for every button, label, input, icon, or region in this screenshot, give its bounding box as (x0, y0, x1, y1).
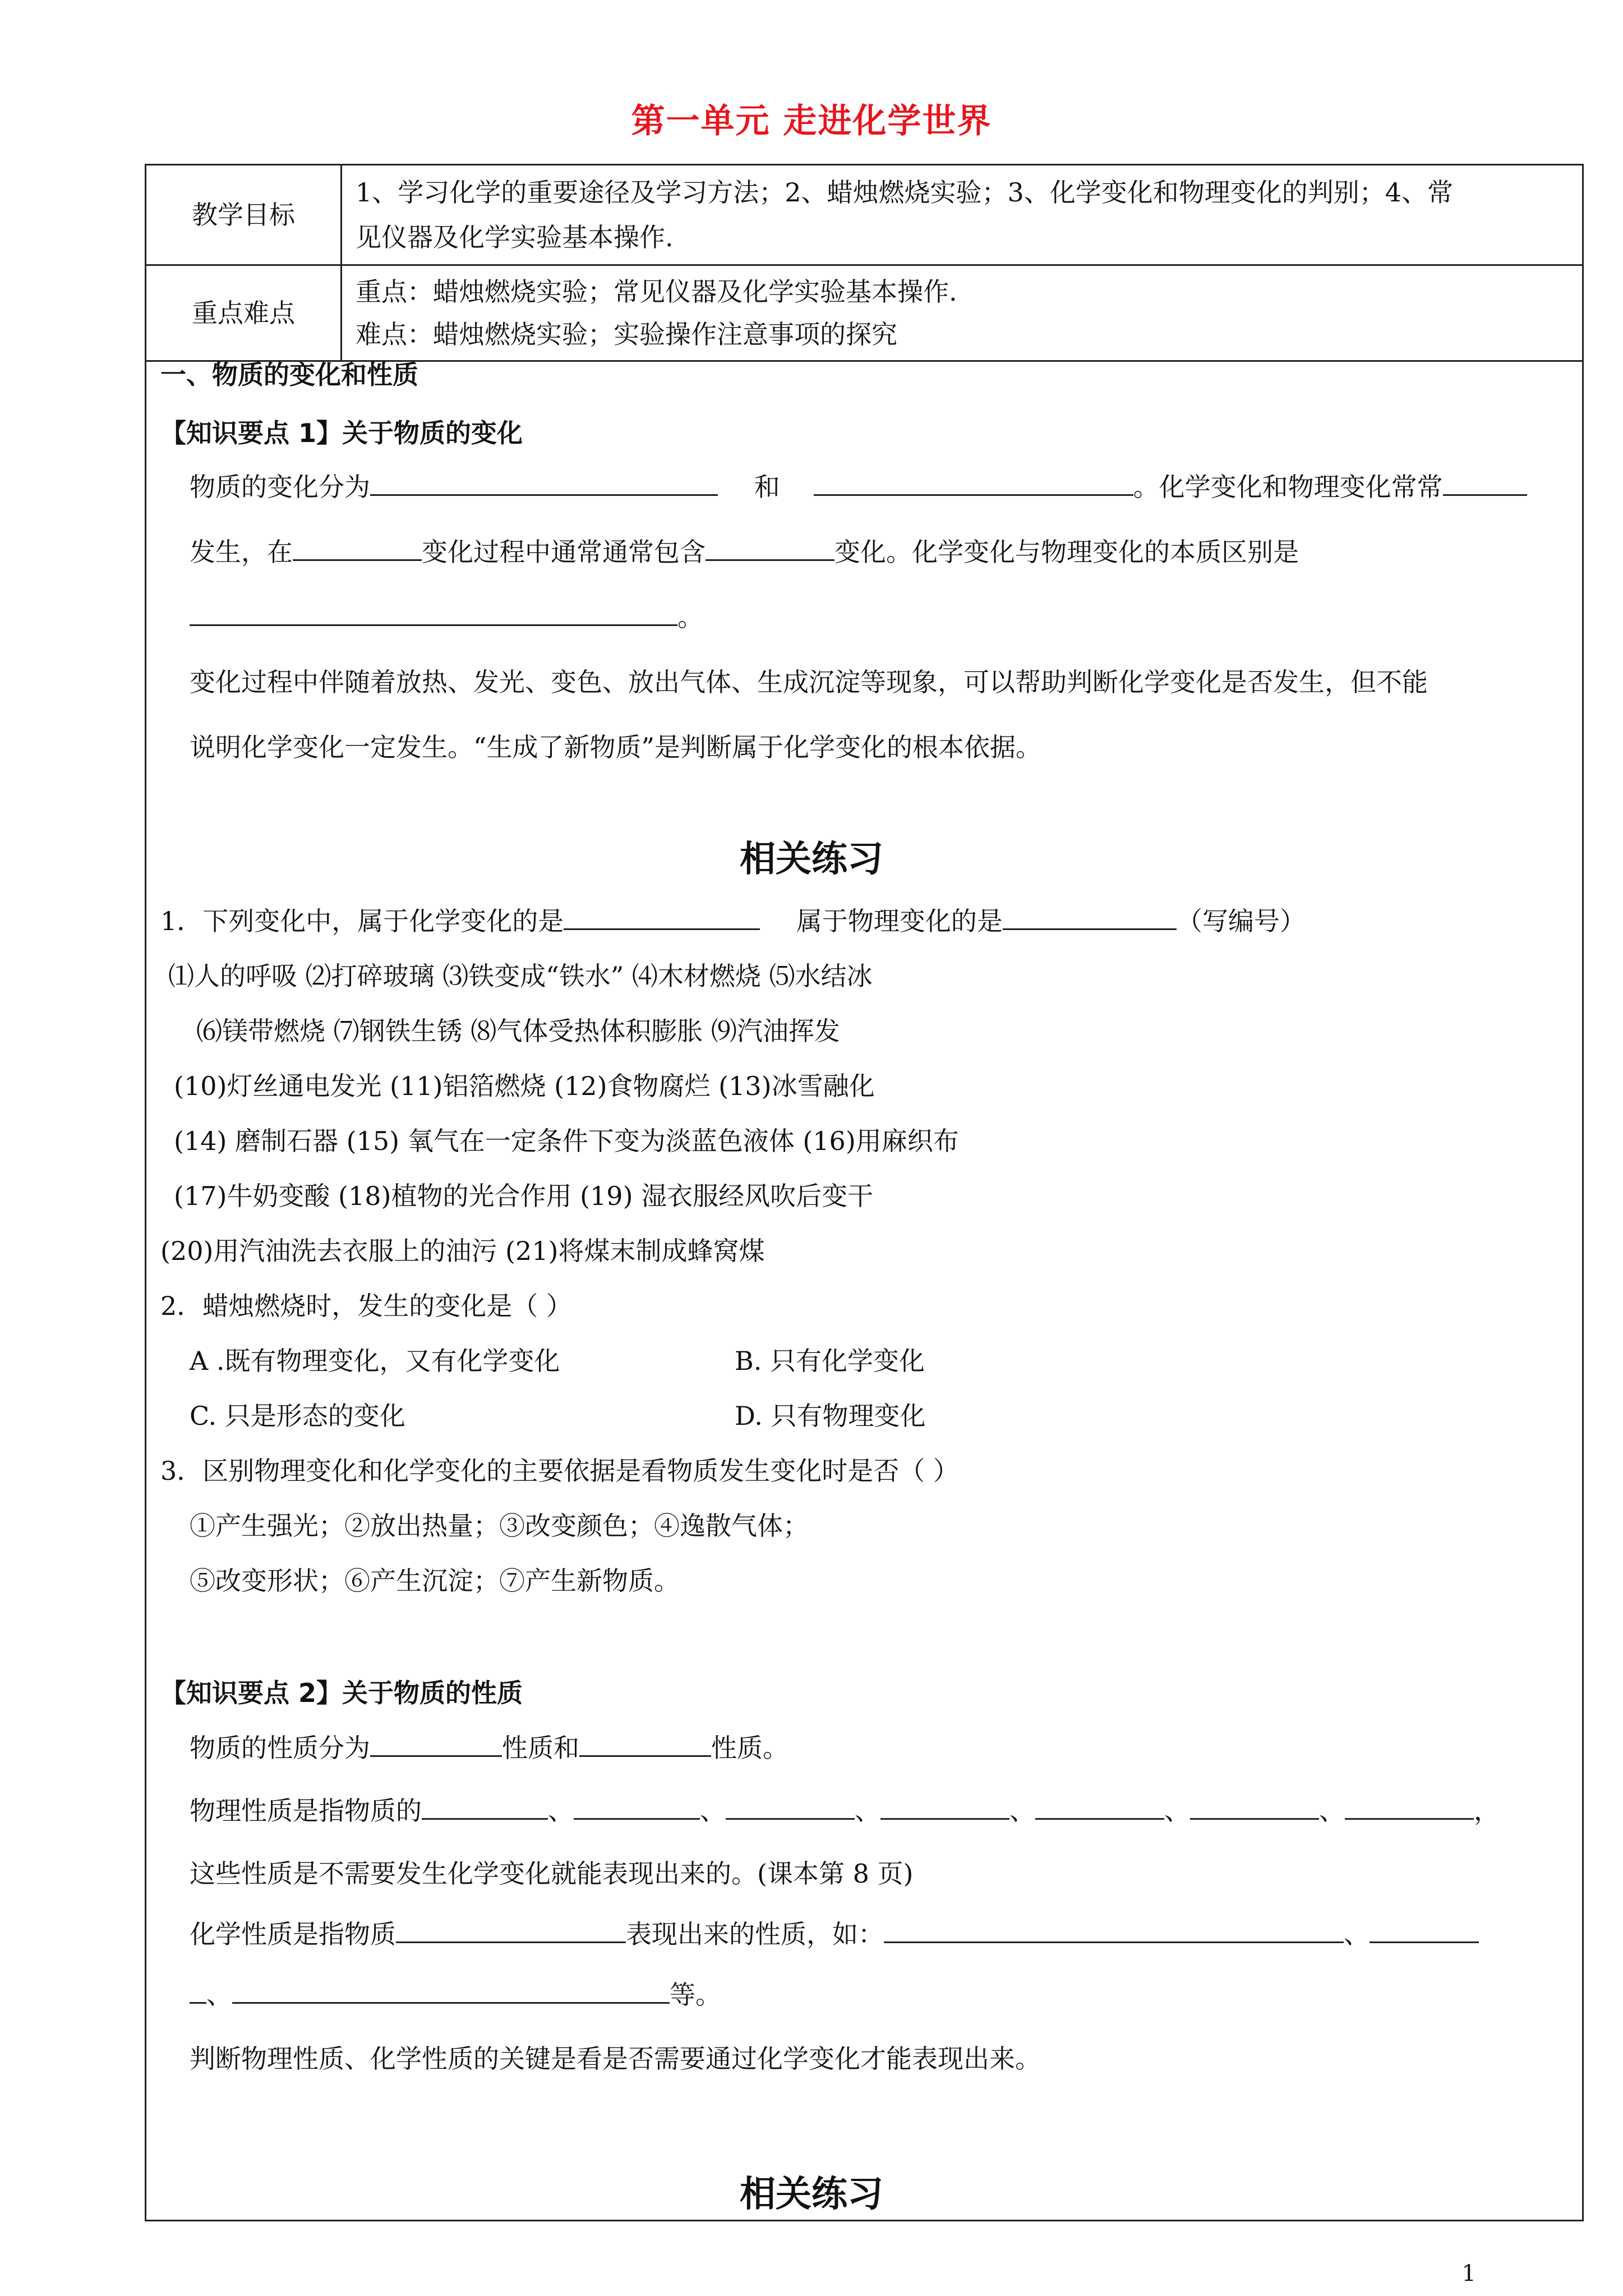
q3-stem: 3．区别物理变化和化学变化的主要依据是看物质发生变化时是否（ ） (160, 1456, 959, 1486)
blank-q1-chemical[interactable] (564, 906, 760, 930)
point1-line4: 变化过程中伴随着放热、发光、变色、放出气体、生成沉淀等现象，可以帮助判断化学变化是否发生，但不能 (190, 667, 1428, 697)
blank-property-1[interactable] (370, 1733, 502, 1757)
focus-label: 重点难点 (146, 265, 342, 361)
p1b: 和 (754, 472, 780, 502)
q1-row-1: ⑴人的呼吸 ⑵打碎玻璃 ⑶铁变成“铁水” ⑷木材燃烧 ⑸水结冰 (168, 961, 873, 991)
point1-line1 (190, 467, 1578, 504)
blank-chem-prop-example-2[interactable] (1370, 1919, 1479, 1943)
focus-difficult: 难点：蜡烛燃烧实验；实验操作注意事项的探究 (356, 319, 897, 349)
point2-line1 (190, 1728, 1578, 1765)
focus-text (342, 265, 1583, 361)
q1-row-2: ⑹镁带燃烧 ⑺钢铁生锈 ⑻气体受热体积膨胀 ⑼汽油挥发 (196, 1016, 840, 1046)
q1-b: 属于物理变化的是 (796, 906, 1003, 936)
blank-phys-prop-7[interactable] (1345, 1796, 1474, 1820)
practice-title-1: 相关练习 (740, 839, 883, 880)
q1-c: （写编号） (1176, 906, 1306, 936)
point2-title: 【知识要点 2】关于物质的性质 (160, 1678, 523, 1708)
q2-option-d: D. 只有物理变化 (735, 1401, 926, 1431)
blank-property-2[interactable] (579, 1733, 711, 1757)
blank-chem-prop-example-3[interactable] (232, 1980, 670, 2004)
q2-option-a: A .既有物理变化，又有化学变化 (190, 1346, 560, 1376)
q3-options-2: ⑤改变形状；⑥产生沉淀；⑦产生新物质。 (190, 1566, 680, 1596)
blank-phys-prop-6[interactable] (1190, 1796, 1319, 1820)
section1-heading: 一、物质的变化和性质 (160, 360, 418, 390)
header-table (145, 164, 1584, 362)
goals-row (146, 165, 1583, 265)
l5: 等。 (670, 1980, 721, 2010)
blank-phys-prop-3[interactable] (726, 1796, 855, 1820)
p2c: 变化。化学变化与物理变化的本质区别是 (834, 537, 1299, 567)
blank-change-type-1[interactable] (370, 472, 718, 496)
p1a: 物质的变化分为 (190, 472, 370, 502)
blank-change-b[interactable] (706, 537, 834, 561)
blank-chem-prop-example-2-cont[interactable] (190, 1980, 206, 2004)
blank-change-a[interactable] (293, 537, 422, 561)
l1b: 性质和 (502, 1733, 579, 1763)
practice-title-2: 相关练习 (740, 2174, 883, 2215)
q1-row-5: (17)牛奶变酸 (18)植物的光合作用 (19) 湿衣服经风吹后变干 (174, 1181, 874, 1211)
point2-line5: 、 等。 (190, 1975, 1578, 2012)
blank-occur[interactable] (1443, 472, 1527, 496)
blank-essence[interactable] (190, 602, 677, 626)
document-title: 第一单元 走进化学世界 (631, 102, 992, 141)
blank-chem-prop-condition[interactable] (396, 1919, 626, 1943)
focus-key: 重点：蜡烛燃烧实验；常见仪器及化学实验基本操作. (356, 277, 957, 307)
point1-line3 (190, 597, 1578, 634)
p2b: 变化过程中通常通常包含 (422, 537, 706, 567)
l4b: 表现出来的性质，如： (626, 1919, 884, 1949)
p3: 。 (677, 602, 703, 632)
goals-text-line2: 见仪器及化学实验基本操作. (356, 222, 674, 252)
page-number: 1 (1461, 2261, 1476, 2286)
goals-text (342, 165, 1583, 265)
q1-row-6: (20)用汽油洗去衣服上的油污 (21)将煤末制成蜂窝煤 (160, 1236, 765, 1266)
point2-line6: 判断物理性质、化学性质的关键是看是否需要通过化学变化才能表现出来。 (190, 2044, 1041, 2074)
l1a: 物质的性质分为 (190, 1733, 370, 1763)
goals-text-line1: 1、学习化学的重要途径及学习方法；2、蜡烛燃烧实验；3、化学变化和物理变化的判别；4、常 (356, 177, 1454, 208)
p2a: 发生，在 (190, 537, 293, 567)
q2-option-c: C. 只是形态的变化 (190, 1401, 405, 1431)
p1c: 。化学变化和物理变化常常 (1133, 472, 1443, 502)
q1-row-3: (10)灯丝通电发光 (11)铝箔燃烧 (12)食物腐烂 (13)冰雪融化 (174, 1071, 875, 1101)
point2-line4: 化学性质是指物质 表现出来的性质，如： 、 (190, 1914, 1578, 1951)
blank-q1-physical[interactable] (1003, 906, 1177, 930)
q3-options-1: ①产生强光；②放出热量；③改变颜色；④逸散气体； (190, 1511, 809, 1541)
point1-line2 (190, 532, 1578, 569)
blank-chem-prop-example-1[interactable] (884, 1919, 1344, 1943)
point1-title: 【知识要点 1】关于物质的变化 (160, 418, 523, 448)
blank-phys-prop-1[interactable] (422, 1796, 548, 1820)
q2-stem: 2．蜡烛燃烧时，发生的变化是（ ） (160, 1291, 572, 1321)
q1-row-4: (14) 磨制石器 (15) 氧气在一定条件下变为淡蓝色液体 (16)用麻织布 (174, 1126, 959, 1156)
q1-stem (160, 901, 1578, 938)
point2-line2: 物理性质是指物质的 、 、 、 、 、 、 ， (190, 1796, 1500, 1826)
l4a: 化学性质是指物质 (190, 1919, 396, 1949)
q2-option-b: B. 只有化学变化 (735, 1346, 925, 1376)
q1-a: 1．下列变化中，属于化学变化的是 (160, 906, 564, 936)
goals-label: 教学目标 (146, 165, 342, 265)
blank-phys-prop-2[interactable] (574, 1796, 700, 1820)
focus-row (146, 265, 1583, 361)
point1-line5: 说明化学变化一定发生。“生成了新物质”是判断属于化学变化的根本依据。 (190, 732, 1042, 762)
blank-phys-prop-5[interactable] (1035, 1796, 1164, 1820)
l1c: 性质。 (711, 1733, 789, 1763)
l2a: 物理性质是指物质的 (190, 1796, 422, 1826)
point2-line3: 这些性质是不需要发生化学变化就能表现出来的。(课本第 8 页) (190, 1858, 914, 1889)
blank-phys-prop-4[interactable] (880, 1796, 1009, 1820)
blank-change-type-2[interactable] (814, 472, 1133, 496)
